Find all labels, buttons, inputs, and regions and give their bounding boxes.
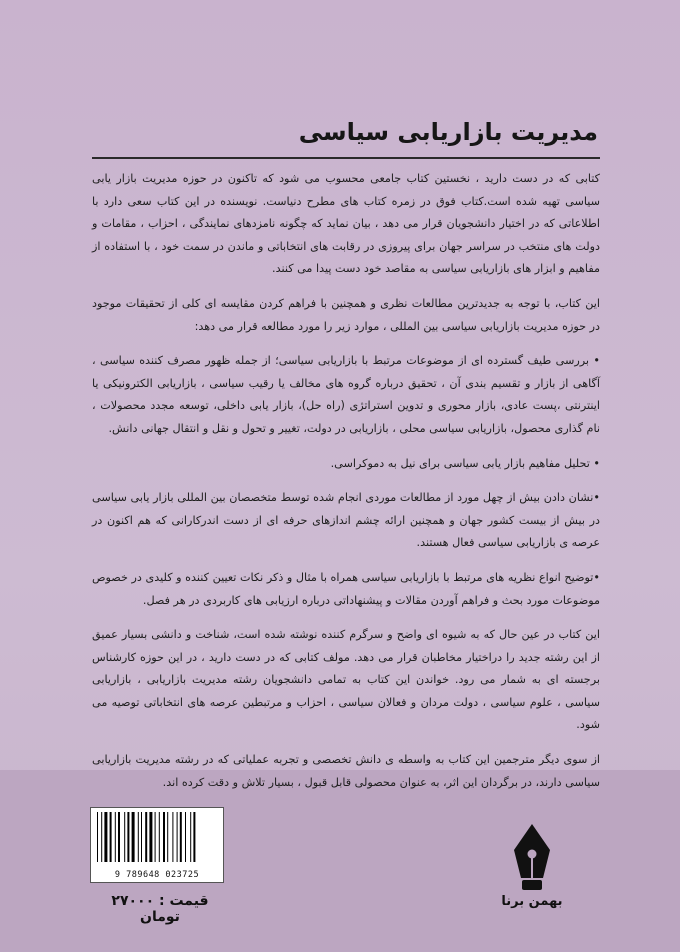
paragraph-intro: کتابی که در دست دارید ، نخستین کتاب جامعی محسوب می شود که تاکنون در حوزه مدیریت بازار یابی سیاسی تهیه شده است.کتاب فوق در زمره کتاب های مطرح دنیاست. نویسنده در این کتاب سعی دارد با اطلاعاتی که در اختیار دانشجویان قرار می دهد ، بیان نماید که چگونه نامزدهای نمایندگی ، احزاب ، مقامات و دولت های منتخب در سراسر جهان برای پیروزی در رقابت های انتخاباتی و ماندن در سمت خود ، با استفاده از مفاهیم و ابزار های بازاریابی سیاسی به مقاصد خود دست پیدا می کنند.	[92, 172, 600, 276]
barcode-bars	[95, 812, 219, 864]
book-title: مدیریت بازاریابی سیاسی	[298, 118, 598, 146]
publisher-logo	[496, 820, 568, 920]
fountain-pen-nib-icon	[496, 820, 568, 894]
paragraph-translators: از سوی دیگر مترجمین این کتاب به واسطه ی دانش تخصصی و تجربه عملیاتی که در رشته مدیریت بازاریابی سیاسی دارند، در برگردان این اثر، به عنوان محصولی قابل قبول ، بسیار تلاش و دقت کرده اند.	[92, 753, 600, 789]
bullet-case-studies: •نشان دادن بیش از چهل مورد از مطالعات موردی انجام شده توسط متخصصان بین المللی بازار یابی سیاسی در بیش از بیست کشور جهان و همچنین ارائه چشم اندازهای حرفه ای از دست اندرکارانی که هم اکنون در عرصه ی بازاریابی سیاسی فعال هستند.	[92, 491, 600, 550]
barcode-number: 9 789648 023725	[114, 870, 200, 880]
price-label: قیمت : ۲۷۰۰۰ تومان	[111, 893, 209, 925]
title-underline	[92, 157, 600, 159]
publisher-name: بهمن برنا	[501, 894, 563, 909]
bullet-topics: • بررسی طیف گسترده ای از موضوعات مرتبط با بازاریابی سیاسی؛ از جمله ظهور مصرف کننده سیاسی ، آگاهی از بازار و تقسیم بندی آن ، تحقیق درباره گروه های مخالف یا رقیب سیاسی ، بازاریابی الکترونیکی یا اینترنتی ،پست عادی، بازار محوری و تدوین استراتژی (راه حل)، بازار یابی داخلی، توسعه مجدد محصولات ، نام گذاری محصول، بازاریابی سیاسی محلی ، بازاریابی در دولت، تغییر و تحول و نقل و انتقال جهانی دانش.	[92, 354, 600, 435]
bullet-theories: •توضیح انواع نظریه های مرتبط با بازاریابی سیاسی همراه با مثال و ذکر نکات تعیین کننده و کلیدی در خصوص موضوعات مورد بحث و فراهم آوردن مقالات و پیشنهاداتی درباره ارزیابی های کاربردی در هر فصل.	[92, 570, 600, 607]
paragraph-recommendation: این کتاب در عین حال که به شیوه ای واضح و سرگرم کننده نوشته شده است، شناخت و دانشی بسیار عمیق از این رشته جدید را دراختیار مخاطبان قرار می دهد. مولف کتابی که در دست دارید ، در این حوزه کارشناس برجسته ای به شمار می رود. خواندن این کتاب به تمامی دانشجویان رشته مدیریت بازاریابی ، بازاریابی سیاسی ، علوم سیاسی ، دولت مردان و فعالان سیاسی ، احزاب و مرتبطین عرصه های انتخاباتی توصیه می شود.	[92, 628, 600, 732]
isbn-barcode	[90, 807, 224, 883]
blurb-text	[92, 168, 600, 806]
paragraph-scope: این کتاب، با توجه به جدیدترین مطالعات نظری و همچنین با فراهم کردن مقایسه ای کلی از تحقیقات موجود در حوزه مدیریت بازاریابی سیاسی بین المللی ، موارد زیر را مورد مطالعه قرار می دهد:	[92, 296, 600, 333]
bullet-democracy: • تحلیل مفاهیم بازار یابی سیاسی برای نیل به دموکراسی.	[330, 456, 600, 470]
